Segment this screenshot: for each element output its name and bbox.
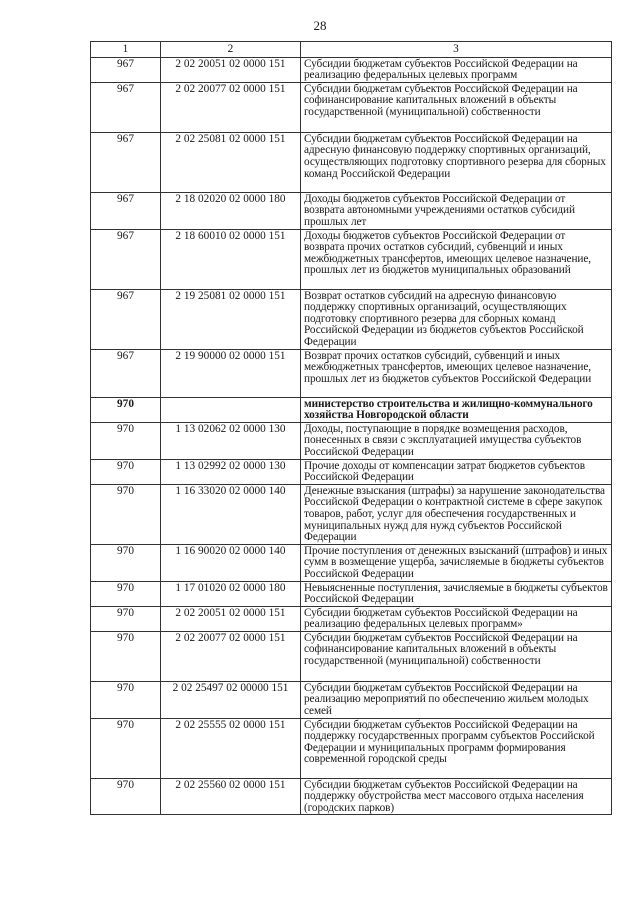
table-header-row — [91, 42, 612, 58]
table-row — [91, 606, 612, 631]
table-row — [91, 132, 612, 192]
admin-code-cell: 967 — [91, 349, 161, 397]
description-cell: Прочие поступления от денежных взысканий (штрафов) и иных сумм в возмещение ущерба, зачисляемые в бюджеты субъектов Российской Федерации — [301, 544, 612, 581]
admin-code-cell: 970 — [91, 544, 161, 581]
admin-code-cell: 970 — [91, 681, 161, 718]
revenue-code-cell: 2 19 90000 02 0000 151 — [161, 349, 301, 397]
revenue-code-cell: 2 02 20051 02 0000 151 — [161, 606, 301, 631]
description-cell: Доходы бюджетов субъектов Российской Федерации от возврата прочих остатков субсидий, субвенций и иных межбюджетных трансфертов, имеющих целевое назначение, прошлых лет из бюджетов муниципальных образований — [301, 229, 612, 289]
description-cell: Субсидии бюджетам субъектов Российской Федерации на поддержку государственных программ субъектов Российской Федерации и муниципальных программ формирования современной городской среды — [301, 718, 612, 778]
admin-code-cell: 970 — [91, 397, 161, 422]
revenue-code-cell: 2 02 20051 02 0000 151 — [161, 57, 301, 82]
description-cell: Субсидии бюджетам субъектов Российской Федерации на софинансирование капитальных вложений в объекты государственной (муниципальной) собственности — [301, 631, 612, 681]
revenue-code-cell: 1 17 01020 02 0000 180 — [161, 581, 301, 606]
admin-code-cell: 967 — [91, 57, 161, 82]
admin-code-cell: 967 — [91, 82, 161, 132]
table-row — [91, 718, 612, 778]
admin-code-cell: 970 — [91, 459, 161, 484]
table-row — [91, 484, 612, 544]
description-cell: министерство строительства и жилищно-коммунального хозяйства Новгородской области — [301, 397, 612, 422]
revenue-code-cell: 1 13 02992 02 0000 130 — [161, 459, 301, 484]
admin-code-cell: 967 — [91, 289, 161, 349]
table-row — [91, 681, 612, 718]
table-row — [91, 229, 612, 289]
table-row — [91, 544, 612, 581]
description-cell: Доходы бюджетов субъектов Российской Федерации от возврата автономными учреждениями остатков субсидий прошлых лет — [301, 192, 612, 229]
table-row — [91, 422, 612, 459]
revenue-code-cell: 2 18 02020 02 0000 180 — [161, 192, 301, 229]
description-cell: Возврат остатков субсидий на адресную финансовую поддержку спортивных организаций, осуществляющих подготовку спортивного резерва для сборных команд Российской Федерации из бюджетов субъектов Российской Федерации — [301, 289, 612, 349]
revenue-code-cell: 2 02 20077 02 0000 151 — [161, 631, 301, 681]
description-cell: Субсидии бюджетам субъектов Российской Федерации на реализацию федеральных целевых программ — [301, 57, 612, 82]
admin-code-cell: 970 — [91, 631, 161, 681]
revenue-code-cell: 2 02 20077 02 0000 151 — [161, 82, 301, 132]
column-header-2: 2 — [161, 42, 301, 58]
admin-code-cell: 967 — [91, 132, 161, 192]
table-row — [91, 289, 612, 349]
revenue-code-cell: 2 19 25081 02 0000 151 — [161, 289, 301, 349]
table-row — [91, 459, 612, 484]
table-row — [91, 82, 612, 132]
admin-code-cell: 970 — [91, 718, 161, 778]
description-cell: Субсидии бюджетам субъектов Российской Федерации на софинансирование капитальных вложений в объекты государственной (муниципальной) собственности — [301, 82, 612, 132]
admin-code-cell: 970 — [91, 581, 161, 606]
description-cell: Прочие доходы от компенсации затрат бюджетов субъектов Российской Федерации — [301, 459, 612, 484]
description-cell: Субсидии бюджетам субъектов Российской Федерации на реализацию мероприятий по обеспечению жильем молодых семей — [301, 681, 612, 718]
revenue-codes-table — [90, 41, 612, 815]
table-row — [91, 397, 612, 422]
table-row — [91, 778, 612, 815]
revenue-code-cell: 2 02 25555 02 0000 151 — [161, 718, 301, 778]
description-cell: Возврат прочих остатков субсидий, субвенций и иных межбюджетных трансфертов, имеющих целевое назначение, прошлых лет из бюджетов субъектов Российской Федерации — [301, 349, 612, 397]
admin-code-cell: 970 — [91, 606, 161, 631]
revenue-code-cell: 2 02 25497 02 00000 151 — [161, 681, 301, 718]
revenue-code-cell: 1 16 33020 02 0000 140 — [161, 484, 301, 544]
admin-code-cell: 970 — [91, 422, 161, 459]
description-cell: Субсидии бюджетам субъектов Российской Федерации на адресную финансовую поддержку спортивных организаций, осуществляющих подготовку спортивного резерва для сборных команд Российской Федерации — [301, 132, 612, 192]
admin-code-cell: 967 — [91, 192, 161, 229]
admin-code-cell: 970 — [91, 778, 161, 815]
description-cell: Денежные взыскания (штрафы) за нарушение законодательства Российской Федерации о контрактной системе в сфере закупок товаров, работ, услуг для обеспечения государственных и муниципальных нужд для нужд субъектов Российской Федерации — [301, 484, 612, 544]
admin-code-cell: 970 — [91, 484, 161, 544]
column-header-1: 1 — [91, 42, 161, 58]
revenue-code-cell: 1 13 02062 02 0000 130 — [161, 422, 301, 459]
table-row — [91, 192, 612, 229]
table-row — [91, 349, 612, 397]
table-row — [91, 581, 612, 606]
description-cell: Субсидии бюджетам субъектов Российской Федерации на реализацию федеральных целевых программ» — [301, 606, 612, 631]
revenue-code-cell: 2 02 25560 02 0000 151 — [161, 778, 301, 815]
description-cell: Невыясненные поступления, зачисляемые в бюджеты субъектов Российской Федерации — [301, 581, 612, 606]
revenue-code-cell: 2 18 60010 02 0000 151 — [161, 229, 301, 289]
revenue-code-cell — [161, 397, 301, 422]
admin-code-cell: 967 — [91, 229, 161, 289]
description-cell: Субсидии бюджетам субъектов Российской Федерации на поддержку обустройства мест массового отдыха населения (городских парков) — [301, 778, 612, 815]
table-row — [91, 57, 612, 82]
revenue-code-cell: 1 16 90020 02 0000 140 — [161, 544, 301, 581]
column-header-3: 3 — [301, 42, 612, 58]
revenue-code-cell: 2 02 25081 02 0000 151 — [161, 132, 301, 192]
description-cell: Доходы, поступающие в порядке возмещения расходов, понесенных в связи с эксплуатацией имущества субъектов Российской Федерации — [301, 422, 612, 459]
table-row — [91, 631, 612, 681]
page-number: 28 — [313, 18, 327, 33]
